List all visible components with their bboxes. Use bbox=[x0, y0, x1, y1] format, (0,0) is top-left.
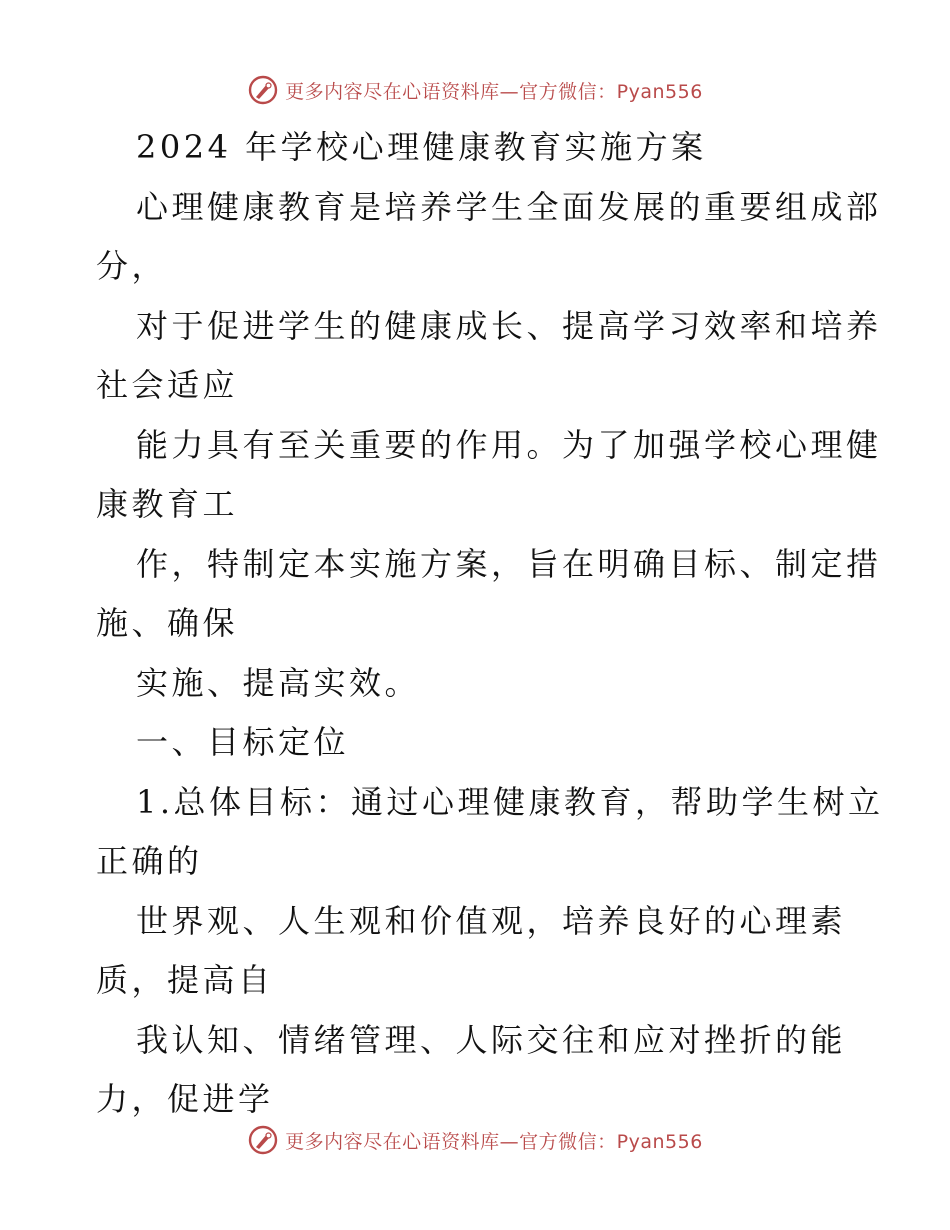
watermark-text: 更多内容尽在心语资料库—官方微信：Pyan556 bbox=[285, 1130, 703, 1153]
paragraph-line: 作，特制定本实施方案，旨在明确目标、制定措 bbox=[136, 544, 882, 583]
pen-seal-icon bbox=[247, 74, 279, 106]
document-title: 2024 年学校心理健康教育实施方案 bbox=[136, 128, 707, 166]
paragraph-line: 对于促进学生的健康成长、提高学习效率和培养 bbox=[136, 306, 882, 345]
paragraph-line: 1.总体目标：通过心理健康教育，帮助学生树立 bbox=[136, 782, 884, 821]
section-heading: 一、目标定位 bbox=[136, 723, 350, 761]
header-watermark bbox=[0, 70, 950, 110]
paragraph-line: 质，提高自 bbox=[96, 961, 274, 999]
paragraph-line: 力，促进学 bbox=[96, 1080, 274, 1118]
document-body bbox=[96, 118, 884, 1130]
paragraph-line: 社会适应 bbox=[96, 366, 239, 404]
paragraph-line: 世界观、人生观和价值观，培养良好的心理素 bbox=[136, 901, 847, 940]
footer-watermark bbox=[0, 1120, 950, 1160]
paragraph-line: 能力具有至关重要的作用。为了加强学校心理健 bbox=[136, 425, 882, 464]
paragraph-line: 实施、提高实效。 bbox=[136, 663, 421, 702]
paragraph-line: 康教育工 bbox=[96, 485, 239, 523]
watermark-text: 更多内容尽在心语资料库—官方微信：Pyan556 bbox=[285, 80, 703, 103]
paragraph-line: 我认知、情绪管理、人际交往和应对挫折的能 bbox=[136, 1020, 847, 1059]
paragraph-line: 心理健康教育是培养学生全面发展的重要组成部 bbox=[136, 187, 882, 226]
pen-seal-icon bbox=[247, 1124, 279, 1156]
paragraph-line: 正确的 bbox=[96, 842, 203, 880]
paragraph-line: 施、确保 bbox=[96, 604, 239, 642]
paragraph-line: 分， bbox=[96, 247, 168, 285]
